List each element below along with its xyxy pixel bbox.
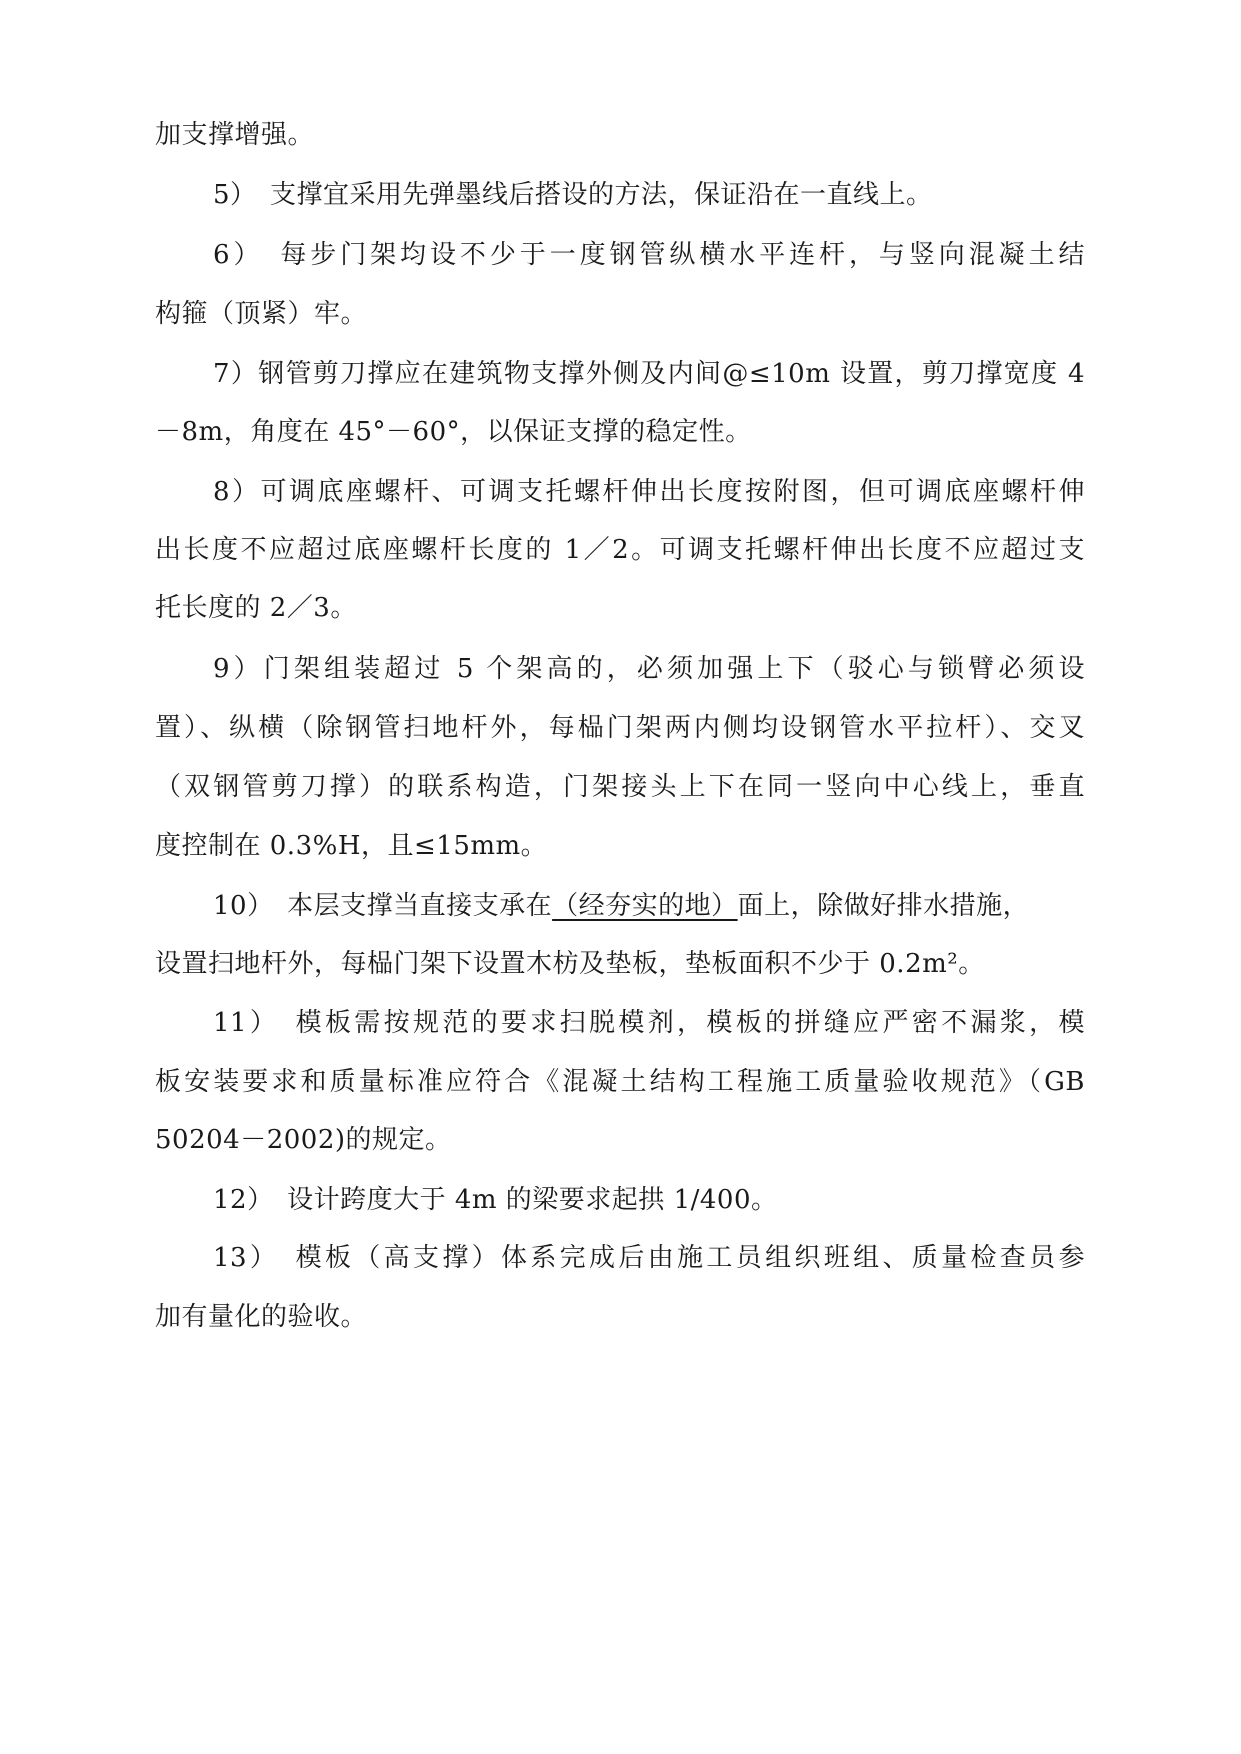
paragraph-10-line-1 [213, 888, 1085, 924]
paragraph-7-line-1: 7）钢管剪刀撑应在建筑物支撑外侧及内间@≤10m 设置，剪刀撑宽度 4 [213, 359, 1085, 389]
paragraph-6-line-2: 构箍（顶紧）牢。 [155, 299, 368, 329]
paragraph-10-text-after: 面上，除做好排水措施， [737, 891, 1030, 921]
paragraph-11-line-2: 板安装要求和质量标准应符合《混凝土结构工程施工质量验收规范》（GB [155, 1067, 1085, 1097]
paragraph-9-line-3: （双钢管剪刀撑）的联系构造，门架接头上下在同一竖向中心线上，垂直 [155, 772, 1085, 802]
paragraph-4-continuation: 加支撑增强。 [155, 120, 315, 150]
paragraph-13-line-2: 加有量化的验收。 [155, 1302, 368, 1332]
paragraph-10-line-2: 设置扫地杆外，每榀门架下设置木枋及垫板，垫板面积不少于 0.2m²。 [155, 949, 985, 979]
paragraph-8-line-3: 托长度的 2／3。 [155, 593, 357, 623]
paragraph-8-line-2: 出长度不应超过底座螺杆长度的 1／2。可调支托螺杆伸出长度不应超过支 [155, 535, 1085, 565]
paragraph-12: 12） 设计跨度大于 4m 的梁要求起拱 1/400。 [213, 1185, 778, 1215]
paragraph-7-line-2: －8m，角度在 45°－60°，以保证支撑的稳定性。 [155, 417, 752, 447]
paragraph-11-line-3: 50204－2002)的规定。 [155, 1125, 452, 1155]
paragraph-8-line-1: 8）可调底座螺杆、可调支托螺杆伸出长度按附图，但可调底座螺杆伸 [213, 477, 1085, 507]
paragraph-5: 5） 支撑宜采用先弹墨线后搭设的方法，保证沿在一直线上。 [213, 180, 933, 210]
paragraph-9-line-1: 9）门架组装超过 5 个架高的，必须加强上下（驳心与锁臂必须设 [213, 654, 1085, 684]
paragraph-9-line-4: 度控制在 0.3%H，且≤15mm。 [155, 831, 548, 861]
paragraph-11-line-1: 11） 模板需按规范的要求扫脱模剂，模板的拼缝应严密不漏浆，模 [213, 1008, 1085, 1038]
paragraph-13-line-1: 13） 模板（高支撑）体系完成后由施工员组织班组、质量检查员参 [213, 1243, 1085, 1273]
paragraph-9-line-2: 置）、纵横（除钢管扫地杆外，每榀门架两内侧均设钢管水平拉杆）、交叉 [155, 713, 1085, 743]
paragraph-10-underlined-text: （经夯实的地） [552, 891, 738, 921]
paragraph-6-line-1: 6） 每步门架均设不少于一度钢管纵横水平连杆，与竖向混凝土结 [213, 240, 1085, 270]
paragraph-10-text-before: 10） 本层支撑当直接支承在 [213, 891, 553, 921]
